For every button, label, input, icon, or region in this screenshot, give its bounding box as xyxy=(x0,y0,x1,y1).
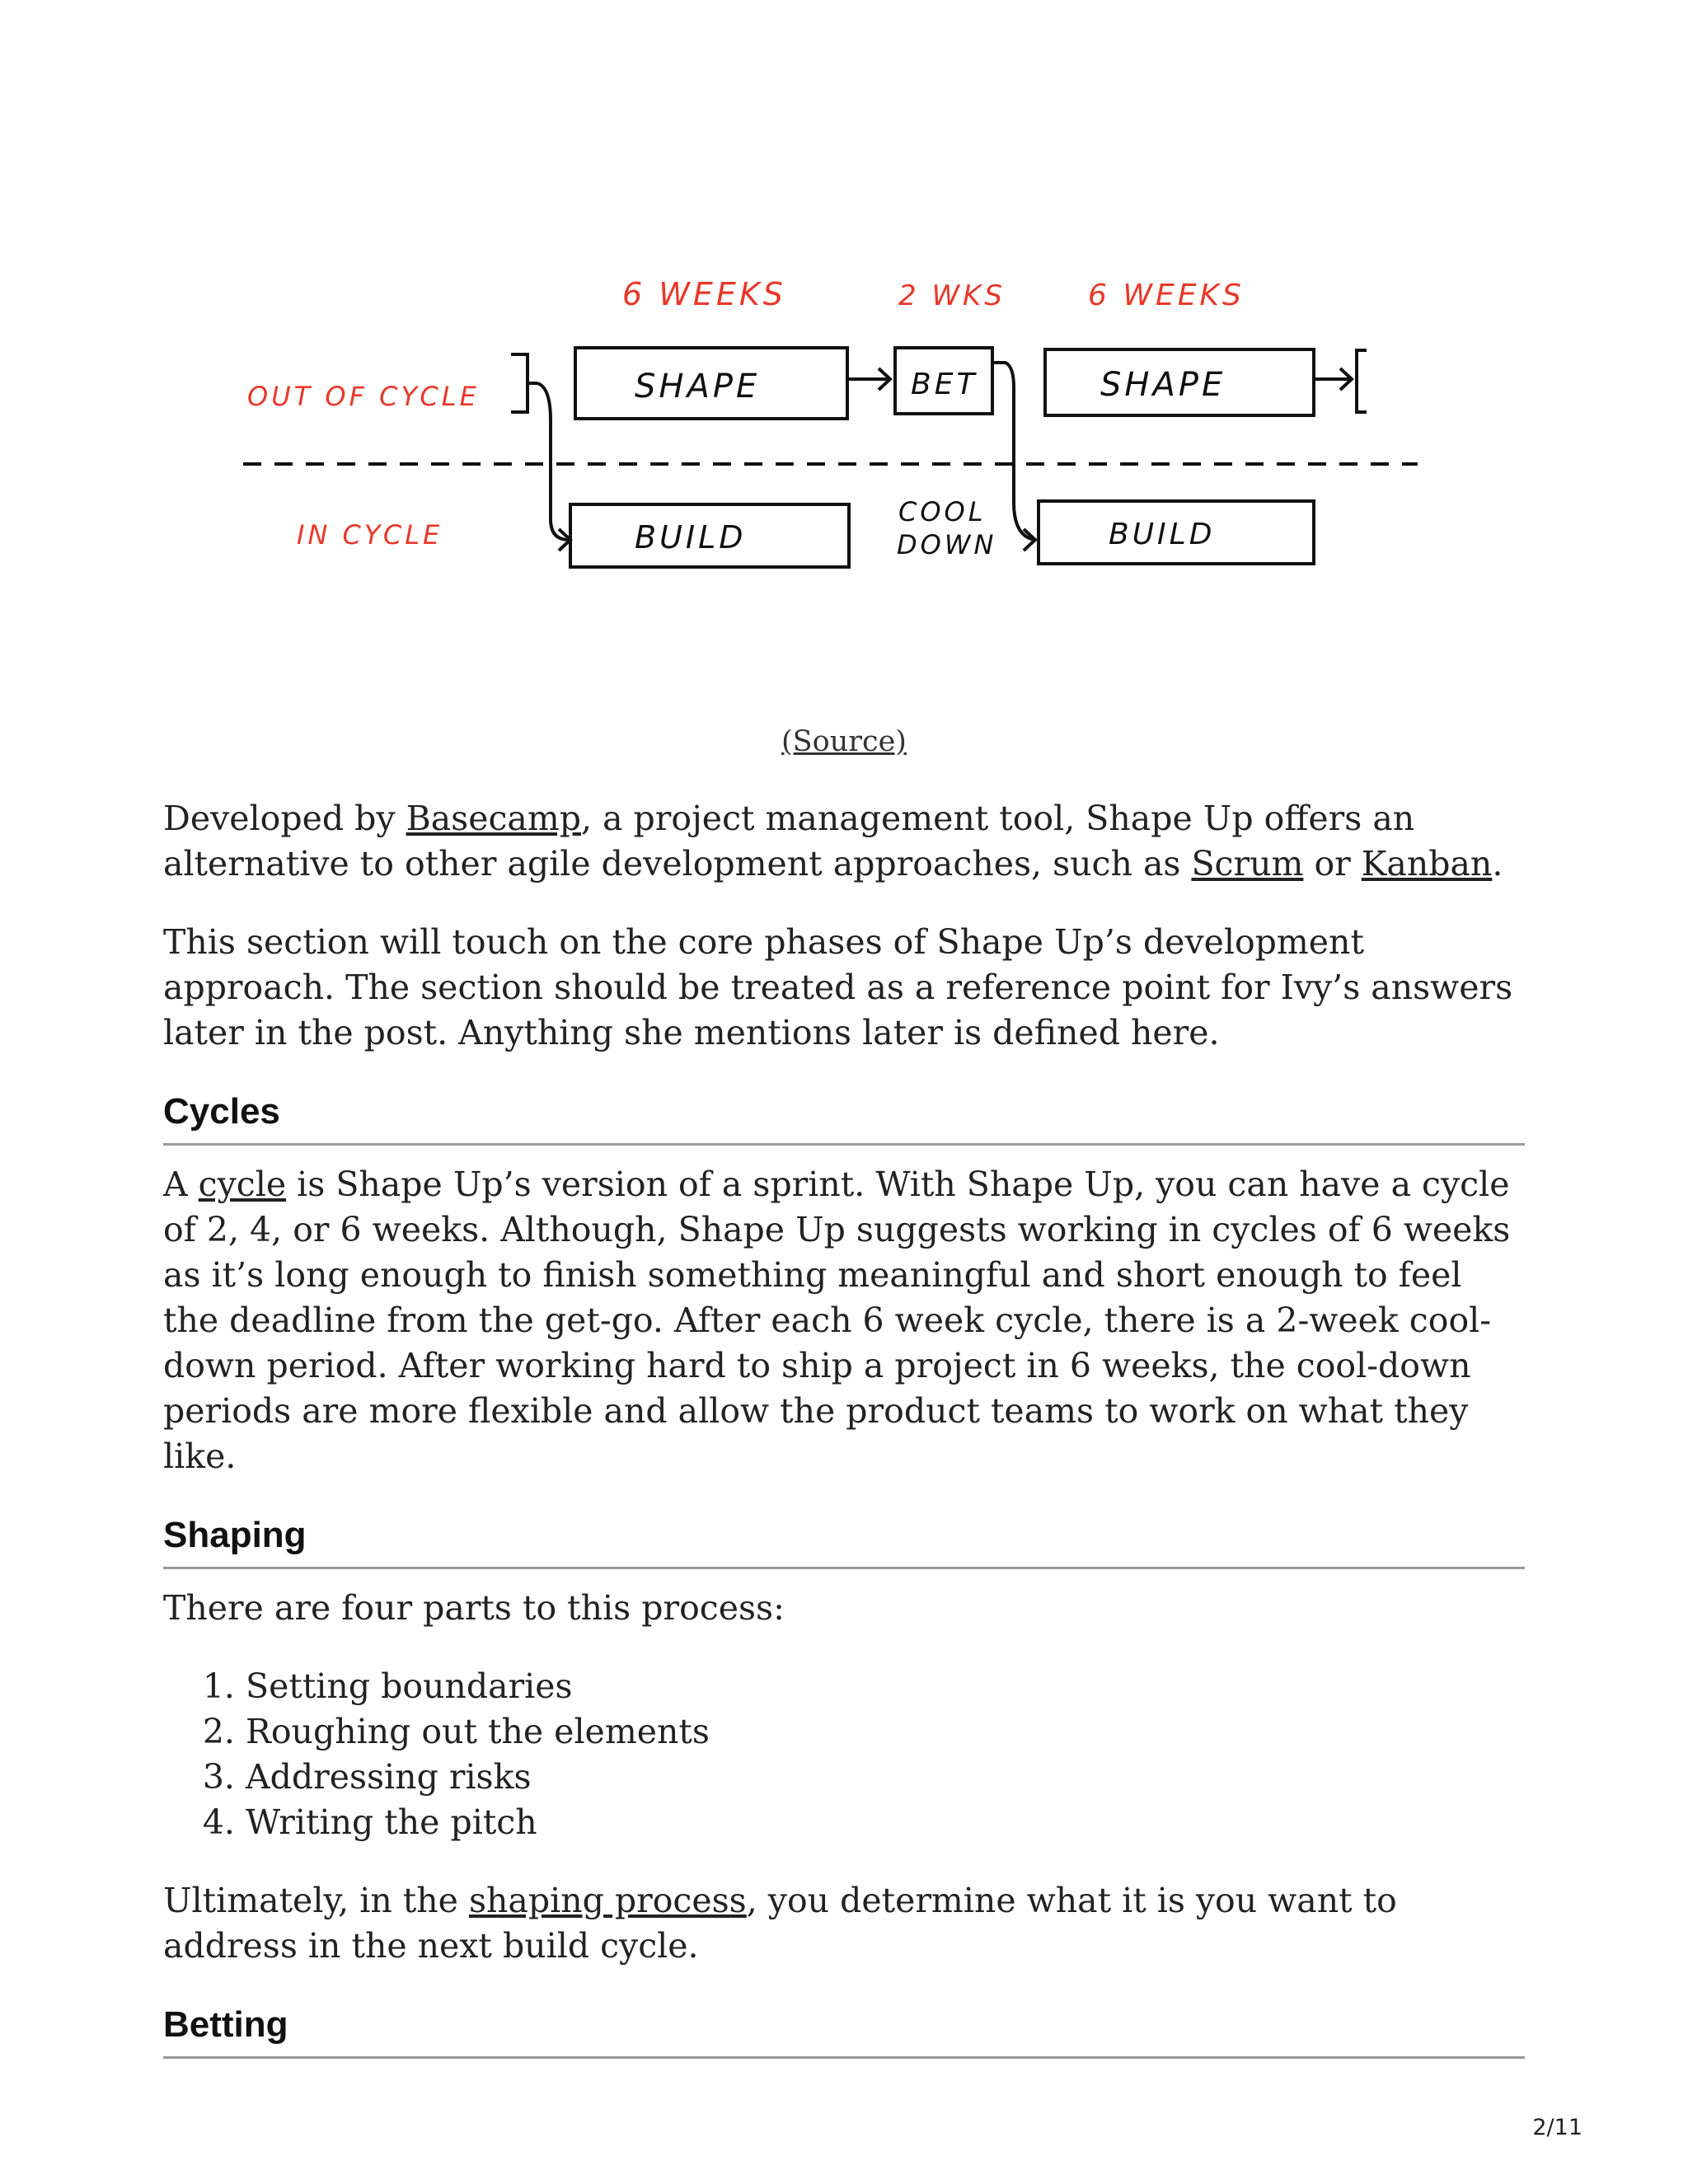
article-body xyxy=(163,796,1525,2075)
intro-text: . xyxy=(1492,844,1503,883)
intro-paragraph-2: This section will touch on the core phases of Shape Up’s development approach. The section should be treated as a reference point for Ivy’s answers later in the post. Anything she mentions later is defined here. xyxy=(163,922,1513,1052)
bracket-start xyxy=(511,354,537,412)
list-item: 1. Setting boundaries xyxy=(246,1664,1525,1709)
betting-heading: Betting xyxy=(163,2002,1525,2059)
shaping-text: Ultimately, in the xyxy=(163,1881,469,1920)
cycle-diagram-svg xyxy=(231,255,1451,610)
build-box-1-label: BUILD xyxy=(635,519,747,555)
shape-box-1-label: SHAPE xyxy=(635,368,761,405)
arrow-to-next-cycle xyxy=(1314,350,1367,412)
shaping-intro: There are four parts to this process: xyxy=(163,1588,785,1628)
cycles-paragraph xyxy=(163,1162,1525,1479)
duration-label-bet: 2 WKS xyxy=(898,279,1006,312)
cycles-text: A xyxy=(163,1165,199,1204)
cycles-heading: Cycles xyxy=(163,1089,1525,1146)
connector-to-build1 xyxy=(537,383,569,540)
list-item: 3. Addressing risks xyxy=(246,1755,1525,1800)
source-link[interactable]: (Source) xyxy=(781,725,907,758)
bet-box-label: BET xyxy=(911,368,978,401)
kanban-link[interactable]: Kanban xyxy=(1361,844,1493,883)
intro-text: Developed by xyxy=(163,799,406,838)
intro-text: , a project management tool, Shape Up offers an alternative to other agile development approaches, such as xyxy=(163,799,1415,883)
row-label-in-cycle: IN CYCLE xyxy=(297,519,443,551)
cooldown-label-line2: DOWN xyxy=(897,529,997,560)
shaping-steps-list xyxy=(163,1664,1525,1845)
cycles-text: is Shape Up’s version of a sprint. With Shape Up, you can have a cycle of 2, 4, or 6 weeks. Although, Shape Up suggests working in cycles of 6 weeks as it’s long enough to finish something meaningful and short enough to feel the deadline from the get-go. After each 6 week cycle, there is a 2-week cool-down period. After working hard to ship a project in 6 weeks, the cool-down periods are more flexible and allow the product teams to work on what they like. xyxy=(163,1165,1511,1476)
shape-up-cycle-diagram xyxy=(231,255,1451,610)
duration-label-shape2: 6 WEEKS xyxy=(1088,279,1245,312)
basecamp-link[interactable]: Basecamp xyxy=(406,799,582,838)
scrum-link[interactable]: Scrum xyxy=(1191,844,1304,883)
row-label-out-of-cycle: OUT OF CYCLE xyxy=(247,381,480,412)
connector-to-build2 xyxy=(992,363,1034,540)
shaping-paragraph xyxy=(163,1878,1525,1969)
build-box-2-label: BUILD xyxy=(1109,518,1216,551)
shape-box-2-label: SHAPE xyxy=(1100,366,1226,404)
intro-paragraph-1 xyxy=(163,796,1525,887)
cooldown-label-line1: COOL xyxy=(898,496,987,527)
diagram-caption xyxy=(0,725,1688,758)
cycle-link[interactable]: cycle xyxy=(198,1165,287,1204)
shaping-text: , you determine what it is you want to address in the next build cycle. xyxy=(163,1881,1397,1966)
intro-text: or xyxy=(1303,844,1362,883)
list-item: 2. Roughing out the elements xyxy=(246,1709,1525,1755)
list-item: 4. Writing the pitch xyxy=(246,1800,1525,1845)
duration-label-shape1: 6 WEEKS xyxy=(622,276,786,312)
shaping-heading: Shaping xyxy=(163,1512,1525,1569)
arrow-shape-to-bet xyxy=(847,368,890,390)
page-number: 2/11 xyxy=(1532,2115,1582,2140)
shaping-process-link[interactable]: shaping process xyxy=(468,1881,747,1920)
